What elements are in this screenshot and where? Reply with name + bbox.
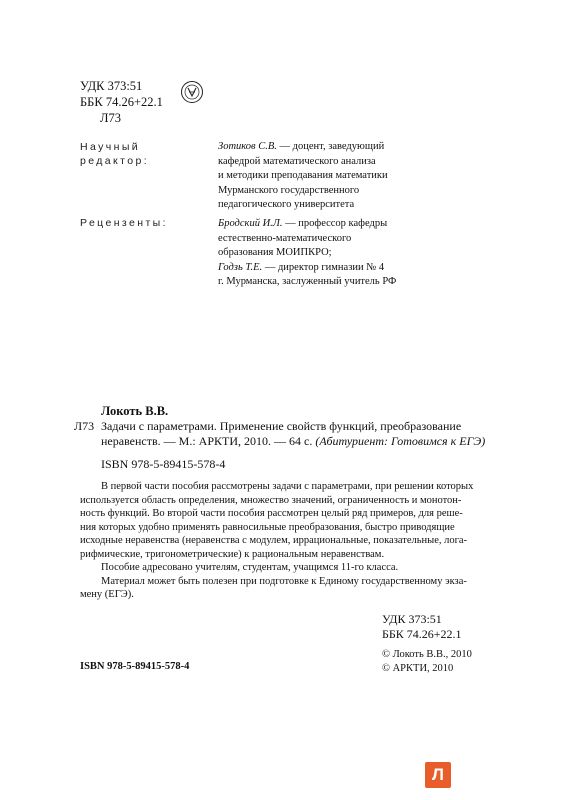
book-series: (Абитуриент: Готовимся к ЕГЭ) bbox=[315, 434, 486, 448]
book-isbn: ISBN 978-5-89415-578-4 bbox=[101, 457, 226, 471]
editor-line: кафедрой математического анализа bbox=[218, 155, 376, 167]
reviewers-info bbox=[218, 217, 396, 290]
publisher-logo-icon bbox=[425, 762, 451, 788]
author-mark: Л73 bbox=[100, 111, 121, 125]
annotation-line: исходные неравенства (неравенства с модулем, иррациональные, показательные, лога- bbox=[80, 535, 468, 546]
annotation-line: ния которых удобно применять равносильные преобразования, быстро приводящие bbox=[80, 521, 455, 533]
reviewers-label: Рецензенты: bbox=[80, 217, 168, 229]
editor-role: — доцент, заведующий bbox=[276, 141, 385, 152]
bbk-code: ББК 74.26+22.1 bbox=[80, 95, 163, 109]
annotation-line: используется область определения, множество значений, ограниченность и монотон- bbox=[80, 494, 462, 506]
annotation-line: рифмические, тригонометрические) к рациональным неравенствам. bbox=[80, 548, 385, 560]
annotation bbox=[80, 480, 472, 602]
copyright-publisher: © АРКТИ, 2010 bbox=[382, 663, 454, 674]
book-title-line1: Задачи с параметрами. Применение свойств функций, преобразование bbox=[101, 419, 462, 433]
annotation-line: Материал может быть полезен при подготовке к Единому государственному экза- bbox=[101, 575, 467, 587]
book-imprint: неравенств. — М.: АРКТИ, 2010. — 64 с. bbox=[101, 434, 316, 448]
editor-line: и методики преподавания математики bbox=[218, 170, 388, 181]
top-classification-codes bbox=[80, 78, 163, 126]
editor-line: педагогического университета bbox=[218, 199, 355, 210]
annotation-line: Пособие адресовано учителям, студентам, учащимся 11-го класса. bbox=[101, 562, 399, 573]
book-title-block bbox=[101, 419, 485, 449]
editor-line: Мурманского государственного bbox=[218, 184, 360, 196]
reviewer1-line: образования МОИПКРО; bbox=[218, 247, 332, 258]
book-author-mark: Л73 bbox=[74, 419, 95, 433]
editor-info bbox=[218, 140, 388, 213]
reviewer1-line: естественно-математического bbox=[218, 232, 352, 244]
bottom-bbk: ББК 74.26+22.1 bbox=[382, 627, 462, 641]
editor-label-line2: редактор: bbox=[80, 155, 150, 167]
editor-name: Зотиков С.В. bbox=[218, 141, 277, 152]
reviewer1-role: — профессор кафедры bbox=[282, 218, 388, 229]
annotation-line: ность функций. Во второй части пособия рассмотрен целый ряд примеров, для реше- bbox=[80, 508, 463, 519]
publisher-emblem-icon bbox=[180, 80, 204, 104]
publisher-logo-letter: Л bbox=[432, 765, 444, 784]
copyright-author: © Локоть В.В., 2010 bbox=[382, 649, 472, 660]
book-author: Локоть В.В. bbox=[101, 404, 169, 418]
bottom-classification-codes bbox=[382, 612, 462, 642]
copyright-block bbox=[382, 648, 472, 676]
udk-code: УДК 373:51 bbox=[80, 79, 143, 93]
reviewer2-line: г. Мурманска, заслуженный учитель РФ bbox=[218, 276, 397, 287]
editor-label bbox=[80, 140, 149, 168]
reviewer2-role: — директор гимназии № 4 bbox=[262, 261, 385, 273]
editor-label-line1: Научный bbox=[80, 141, 141, 153]
annotation-line: мену (ЕГЭ). bbox=[80, 589, 134, 600]
annotation-line: В первой части пособия рассмотрены задачи с параметрами, при решении которых bbox=[101, 481, 474, 492]
bottom-udk: УДК 373:51 bbox=[382, 612, 442, 626]
reviewer1-name: Бродский И.Л. bbox=[218, 218, 283, 229]
reviewer2-name: Годзь Т.Е. bbox=[218, 261, 263, 273]
bottom-isbn: ISBN 978-5-89415-578-4 bbox=[80, 661, 190, 672]
